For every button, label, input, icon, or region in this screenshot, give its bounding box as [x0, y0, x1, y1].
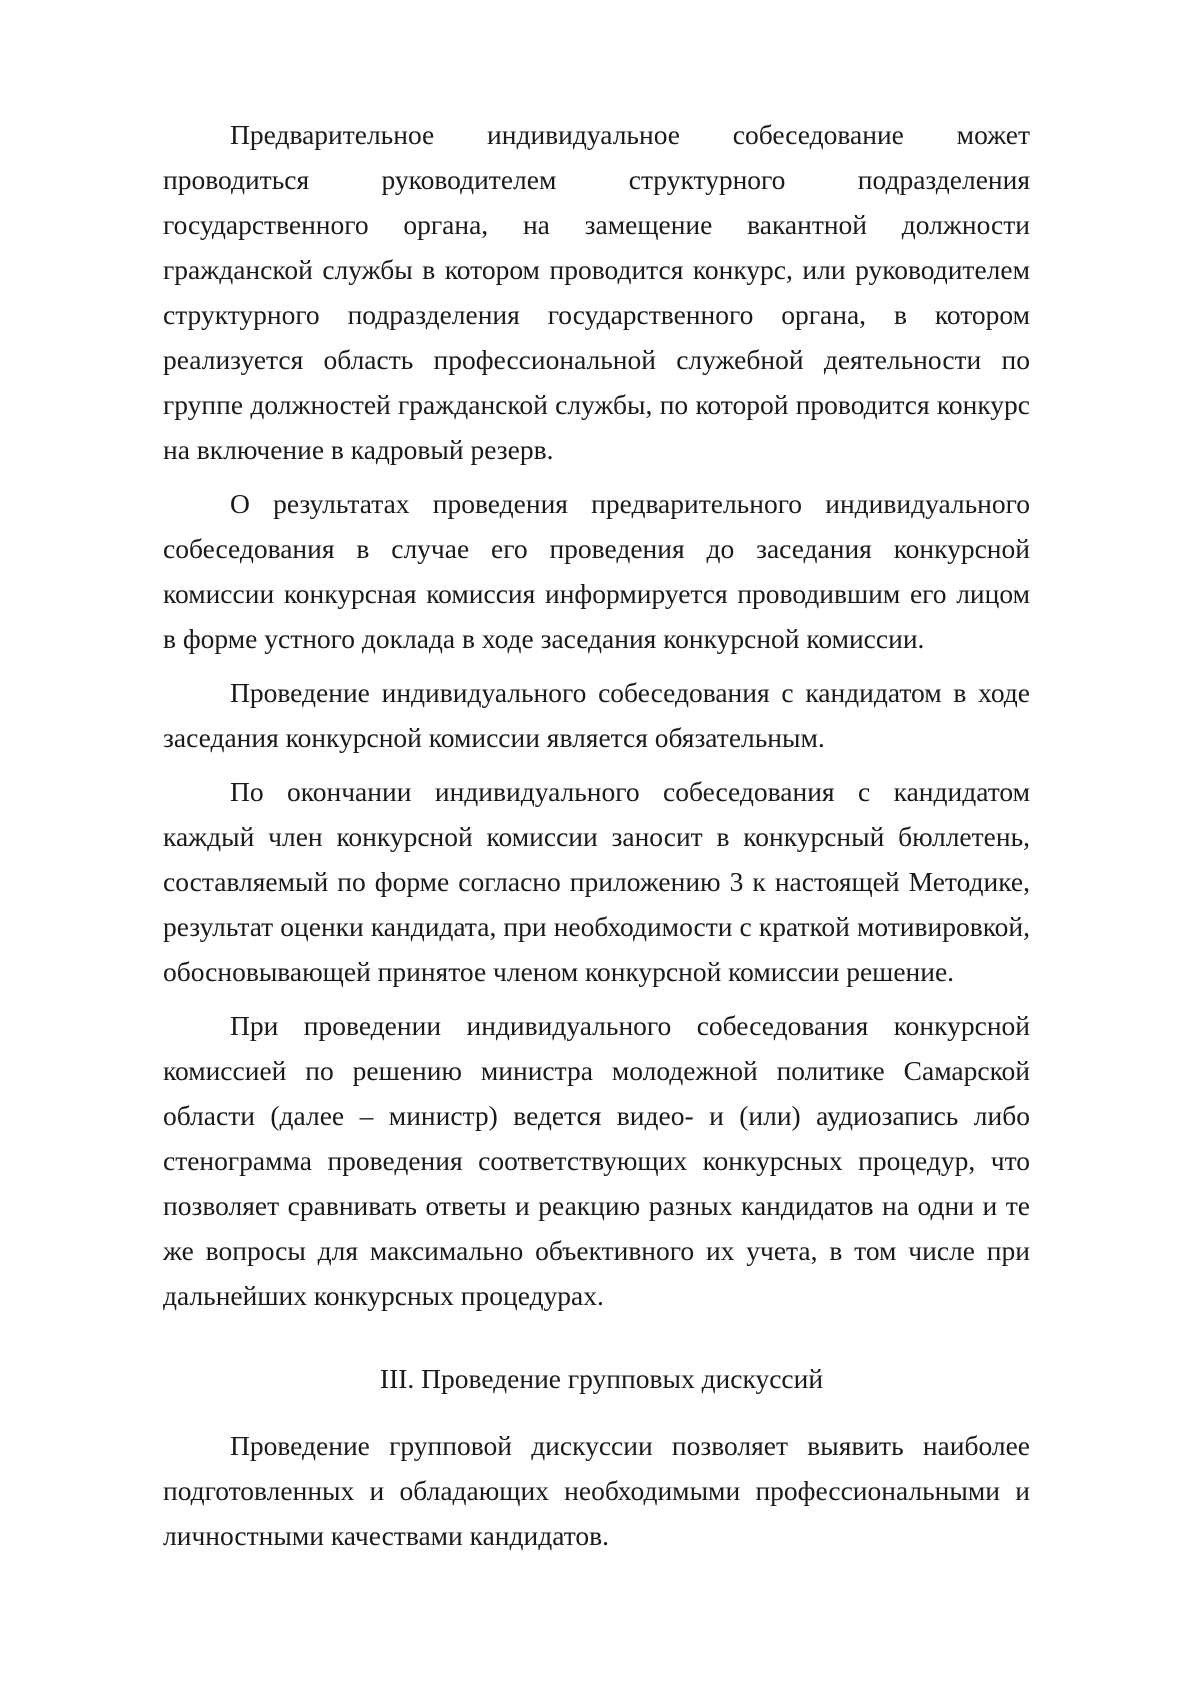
paragraph-interview-results: О результатах проведения предварительного индивидуального собеседования в случае его проведения до заседания конкурсной комиссии конкурсная комиссия информируется проводившим его лицом в форме устного доклада в ходе заседания конкурсной комиссии. — [163, 488, 1030, 654]
paragraph-recording: При проведении индивидуального собеседования конкурсной комиссией по решению министра молодежной политике Самарской области (далее – министр) ведется видео- и (или) аудиозапись либо стенограмма проведения соответствующих конкурсных процедур, что позволяет сравнивать ответы и реакцию разных кандидатов на одни и те же вопросы для максимально объективного их учета, в том числе при дальнейших конкурсных процедурах. — [163, 1010, 1030, 1311]
paragraph-group-discussion: Проведение групповой дискуссии позволяет выявить наиболее подготовленных и обладающих необходимыми профессиональными и личностными качествами кандидатов. — [163, 1430, 1030, 1551]
document-body — [163, 112, 1030, 1567]
section-heading: III. Проведение групповых дискуссий — [379, 1363, 824, 1394]
paragraph-interview-mandatory: Проведение индивидуального собеседования с кандидатом в ходе заседания конкурсной комиссии является обязательным. — [163, 677, 1030, 753]
paragraph-preliminary-interview: Предварительное индивидуальное собеседование может проводиться руководителем структурного подразделения государственного органа, на замещение вакантной должности гражданской службы в котором проводится конкурс, или руководителем структурного подразделения государственного органа, в котором реализуется область профессиональной служебной деятельности по группе должностей гражданской службы, по которой проводится конкурс на включение в кадровый резерв. — [163, 119, 1030, 465]
paragraph-ballot: По окончании индивидуального собеседования с кандидатом каждый член конкурсной комиссии заносит в конкурсный бюллетень, составляемый по форме согласно приложению 3 к настоящей Методике, результат оценки кандидата, при необходимости с краткой мотивировкой, обосновывающей принятое членом конкурсной комиссии решение. — [163, 776, 1030, 987]
